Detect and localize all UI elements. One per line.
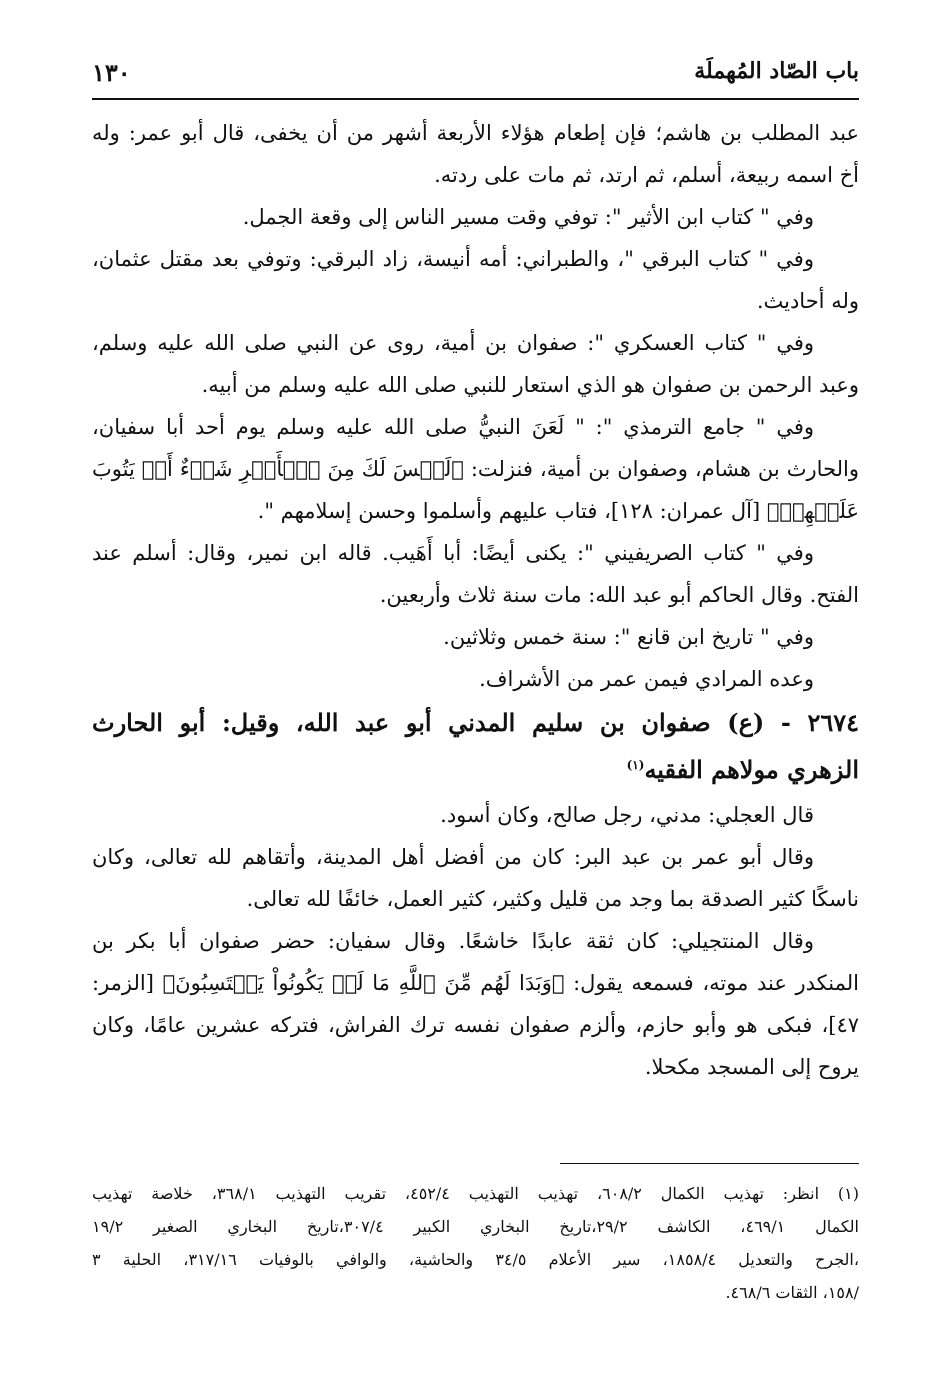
text-line: الفتح. وقال الحاكم أبو عبد الله: مات سنة ثلاث وأربعين. (379, 583, 859, 607)
text-line: وعده المرادي فيمن عمر من الأشراف. (479, 667, 814, 691)
running-title: باب الصّاد المُهملَة (694, 58, 859, 84)
text-line: عبد المطلب بن هاشم؛ فإن إطعام هؤلاء الأربعة أشهر من أن يخفى، قال أبو عمر: وله (92, 121, 859, 145)
text-line: وفي " كتاب ابن الأثير ": توفي وقت مسير الناس إلى وقعة الجمل. (242, 205, 814, 229)
text-line: وفي " كتاب الصريفيني ": يكنى أيضًا: أبا أَهَيب. قاله ابن نمير، وقال: أسلم عند (92, 541, 814, 565)
footnote-line: ،الجرح والتعديل ١٨٥٨/٤، سير الأعلام ٣٤/٥ والحاشية، والوافي بالوفيات ٣١٧/١٦، الحلية ٣ (92, 1250, 859, 1269)
footnotes (92, 1177, 859, 1309)
entry-heading-text: الزهري مولاهم الفقيه (644, 755, 859, 784)
text-line: أخ اسمه ربيعة، أسلم، ثم ارتد، ثم مات على ردته. (434, 163, 859, 187)
header-rule (92, 98, 859, 100)
footnote-line: /١٥٨، الثقات ٤٦٨/٦. (725, 1283, 859, 1302)
text-line: وله أحاديث. (756, 289, 859, 313)
footnote-line: (١) انظر: تهذيب الكمال ٦٠٨/٢، تهذيب التهذيب ٤٥٢/٤، تقريب التهذيب ٣٦٨/١، خلاصة تهذيب (92, 1184, 859, 1203)
text-line: وفي " كتاب العسكري ": صفوان بن أمية، روى عن النبي صلى الله عليه وسلم، (92, 331, 814, 355)
entry-heading-continued (92, 746, 859, 794)
text-line: وقال المنتجيلي: كان ثقة عابدًا خاشعًا. وقال سفيان: حضر صفوان أبا بكر بن (92, 929, 814, 953)
text-line: والحارث بن هشام، وصفوان بن أمية، فنزلت: ﴿لَيۡسَ لَكَ مِنَ ٱلۡأَمۡرِ شَيۡءٌ أَوۡ يَتُوبَ (92, 457, 859, 481)
text-line: وفي " كتاب البرقي "، والطبراني: أمه أنيسة، زاد البرقي: وتوفي بعد مقتل عثمان، (92, 247, 814, 271)
text-line: ٤٧]، فبكى هو وأبو حازم، وألزم صفوان نفسه ترك الفراش، فتركه عشرين عامًا، وكان (92, 1013, 859, 1037)
entry-heading: ٢٦٧٤ - (ع) صفوان بن سليم المدني أبو عبد الله، وقيل: أبو الحارث (92, 708, 859, 737)
footnote-line: الكمال ٤٦٩/١، الكاشف ٢٩/٢،تاريخ البخاري الكبير ٣٠٧/٤،تاريخ البخاري الصغير ١٩/٢ (92, 1217, 859, 1236)
page-number: ١٣٠ (92, 58, 131, 87)
text-line: وعبد الرحمن بن صفوان هو الذي استعار للنبي صلى الله عليه وسلم من أبيه. (201, 373, 859, 397)
text-line: ناسكًا كثير الصدقة بما وجد من قليل وكثير، كثير العمل، خائفًا لله تعالى. (246, 887, 859, 911)
text-line: عَلَيۡهِمۡ﴾ [آل عمران: ١٢٨]، فتاب عليهم وأسلموا وحسن إسلامهم ". (257, 499, 859, 523)
text-line: وفي " تاريخ ابن قانع ": سنة خمس وثلاثين. (443, 625, 814, 649)
text-line: قال العجلي: مدني، رجل صالح، وكان أسود. (440, 803, 814, 827)
main-text (92, 112, 859, 1088)
footnote-separator (560, 1163, 859, 1164)
text-line: المنكدر عند موته، فسمعه يقول: ﴿وَبَدَا لَهُم مِّنَ ٱللَّهِ مَا لَمۡ يَكُونُواْ يَحۡتَسِبُونَ﴾ [الزمر: (92, 971, 859, 995)
footnote-marker: (١) (626, 758, 645, 772)
text-line: يروح إلى المسجد مكحلا. (644, 1055, 859, 1079)
text-line: وفي " جامع الترمذي ": " لَعَنَ النبيُّ صلى الله عليه وسلم يوم أحد أبا سفيان، (92, 415, 814, 439)
text-line: وقال أبو عمر بن عبد البر: كان من أفضل أهل المدينة، وأتقاهم لله تعالى، وكان (92, 845, 814, 869)
